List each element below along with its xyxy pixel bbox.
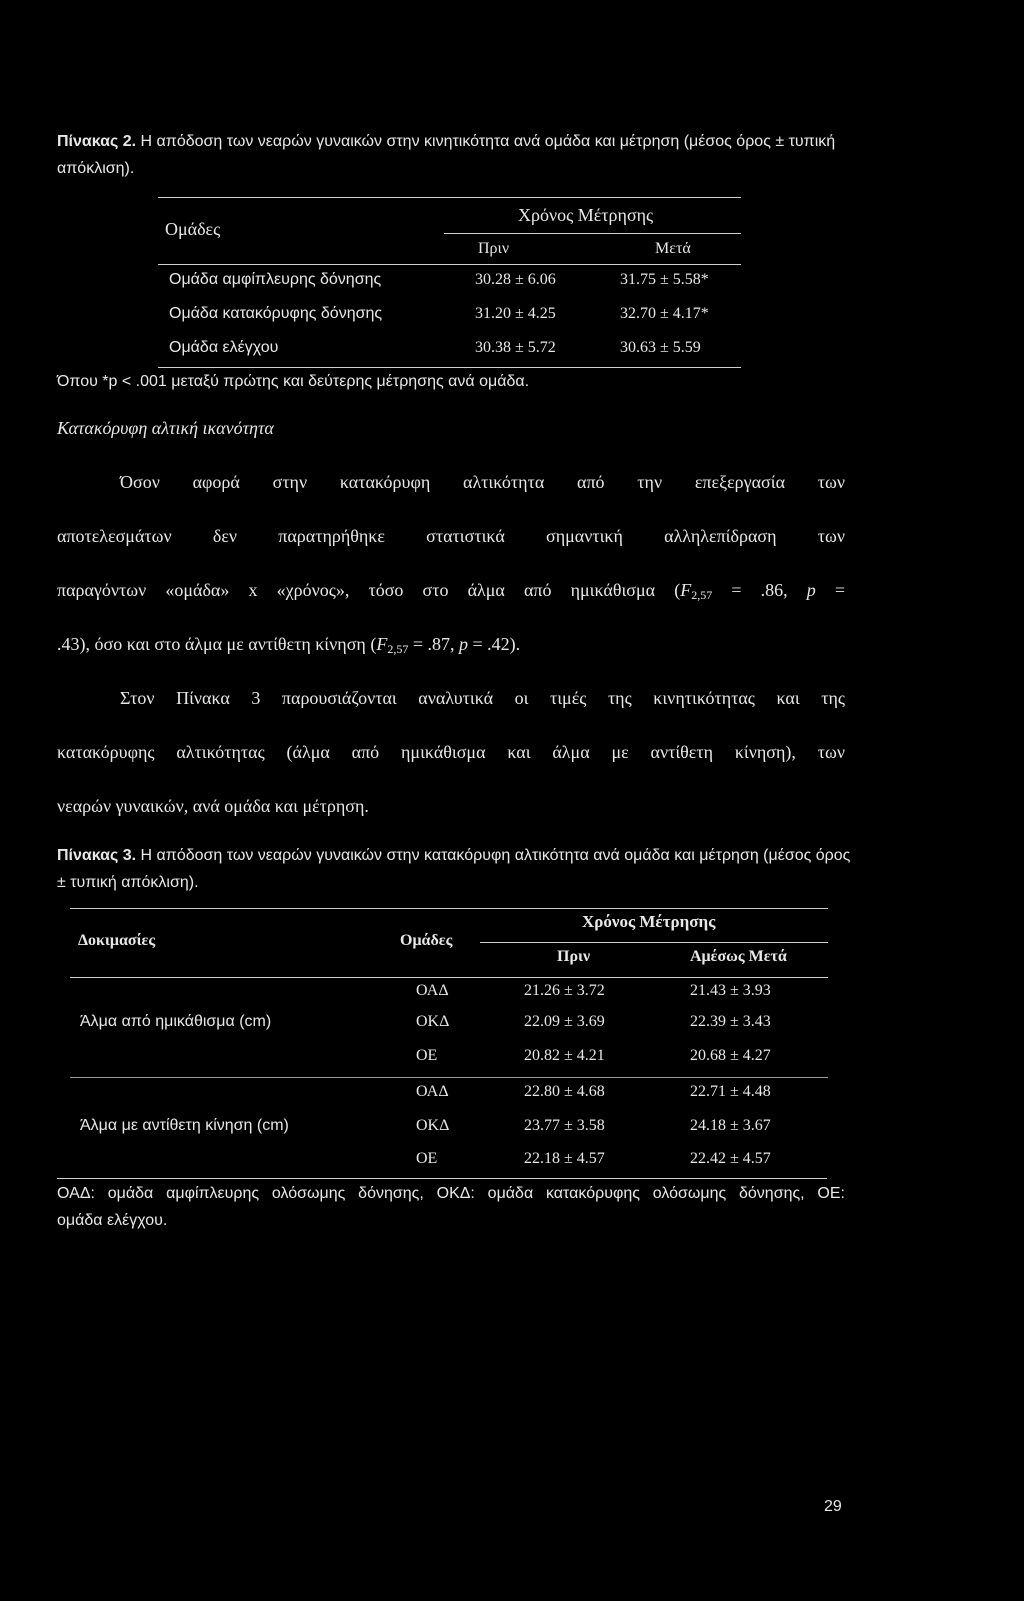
table2-bottom-rule (158, 367, 741, 368)
paragraph2-line1: Στον Πίνακα 3 παρουσιάζονται αναλυτικά οι τιμές της κινητικότητας και της (120, 688, 845, 708)
paragraph1-line4-part-a: .43), όσο και στο άλμα με αντίθετη κίνηση ( (57, 634, 377, 654)
table3-divider-rule (70, 1077, 828, 1078)
paragraph1-line4-part-b: = .87, (408, 634, 459, 654)
table3-time-rule (480, 942, 828, 943)
table3-row-post: 22.42 ± 4.57 (690, 1150, 771, 1167)
table2-header-post: Μετά (655, 240, 691, 257)
table3-header-post: Αμέσως Μετά (690, 948, 787, 965)
table3-row-pre: 23.77 ± 3.58 (524, 1117, 605, 1134)
stat-p-symbol: p (806, 580, 816, 600)
table3-caption (57, 842, 857, 896)
table2-header-groups: Ομάδες (165, 219, 221, 239)
table3-test-name: Άλμα με αντίθετη κίνηση (cm) (80, 1117, 289, 1134)
table3-caption-text: Η απόδοση των νεαρών γυναικών στην κατακόρυφη αλτικότητα ανά ομάδα και μέτρηση (μέσος όρος ± τυπική απόκλιση). (57, 847, 851, 891)
table2-row-group: Ομάδα ελέγχου (169, 339, 279, 356)
table3-header-tests: Δοκιμασίες (78, 932, 156, 949)
table2-caption (57, 128, 852, 182)
table3-caption-label: Πίνακας 3. (57, 847, 137, 864)
paragraph1-line4-part-c: = .42). (467, 634, 521, 654)
table3-footnote-line2: ομάδα ελέγχου. (57, 1212, 168, 1229)
table3-header-rule (70, 977, 828, 978)
table3-top-rule (70, 908, 828, 909)
table2-row-group: Ομάδα αμφίπλευρης δόνησης (169, 271, 382, 288)
table3-row-pre: 22.09 ± 3.69 (524, 1013, 605, 1030)
table2-row-post: 30.63 ± 5.59 (620, 339, 701, 356)
stat-df: 2,57 (387, 642, 409, 656)
paragraph1-line3-part-c: = (815, 580, 845, 600)
table2-top-rule (158, 197, 741, 198)
table3-footnote-line1: ΟΑΔ: ομάδα αμφίπλευρης ολόσωμης δόνησης, ΟΚΔ: ομάδα κατακόρυφης ολόσωμης δόνησης, ΟΕ: (57, 1185, 845, 1202)
paragraph2-line2: κατακόρυφης αλτικότητας (άλμα από ημικάθισμα και άλμα με αντίθετη κίνηση), των (57, 742, 845, 762)
paragraph1-line4 (57, 634, 520, 657)
table2-header-time: Χρόνος Μέτρησης (518, 205, 654, 225)
table2-row-pre: 30.38 ± 5.72 (475, 339, 556, 356)
paragraph1-line3-part-a: παραγόντων «ομάδα» x «χρόνος», τόσο στο άλμα από ημικάθισμα ( (57, 580, 681, 600)
table3-row-pre: 22.80 ± 4.68 (524, 1083, 605, 1100)
table3-row-post: 22.71 ± 4.48 (690, 1083, 771, 1100)
table2-caption-label: Πίνακας 2. (57, 133, 137, 150)
paragraph1-line3-part-b: = .86, (712, 580, 807, 600)
table3-row-group: ΟΕ (416, 1150, 438, 1167)
table2-caption-text: Η απόδοση των νεαρών γυναικών στην κινητικότητα ανά ομάδα και μέτρηση (μέσος όρος ± τυπική απόκλιση). (57, 133, 836, 177)
table2-time-rule (444, 233, 741, 234)
paragraph1-line1: Όσον αφορά στην κατακόρυφη αλτικότητα από την επεξεργασία των (120, 472, 845, 492)
table3-row-pre: 20.82 ± 4.21 (524, 1047, 605, 1064)
table3-row-post: 22.39 ± 3.43 (690, 1013, 771, 1030)
paragraph1-line3 (57, 580, 845, 603)
table3-row-group: ΟΑΔ (416, 982, 449, 999)
table3-row-group: ΟΚΔ (416, 1117, 450, 1134)
table3-header-pre: Πριν (557, 948, 591, 965)
paragraph1-line2: αποτελεσμάτων δεν παρατηρήθηκε στατιστικά σημαντική αλληλεπίδραση των (57, 526, 845, 546)
table3-row-post: 20.68 ± 4.27 (690, 1047, 771, 1064)
table2-header-pre: Πριν (478, 240, 510, 257)
table3-bottom-rule (57, 1178, 827, 1179)
stat-df: 2,57 (691, 588, 713, 602)
page-number: 29 (824, 1498, 842, 1515)
table3-row-group: ΟΕ (416, 1047, 438, 1064)
paragraph2-line3: νεαρών γυναικών, ανά ομάδα και μέτρηση. (57, 796, 369, 816)
table3-row-pre: 22.18 ± 4.57 (524, 1150, 605, 1167)
stat-f-symbol: F (680, 580, 692, 600)
stat-p-symbol: p (458, 634, 468, 654)
table3-header-time: Χρόνος Μέτρησης (582, 912, 716, 931)
stat-f-symbol: F (376, 634, 388, 654)
table2-row-post: 32.70 ± 4.17* (620, 305, 709, 322)
table3-row-post: 24.18 ± 3.67 (690, 1117, 771, 1134)
table2-row-post: 31.75 ± 5.58* (620, 271, 709, 288)
table3-header-groups: Ομάδες (400, 932, 453, 949)
table3-row-post: 21.43 ± 3.93 (690, 982, 771, 999)
section-heading: Κατακόρυφη αλτική ικανότητα (57, 418, 274, 438)
table2-header-rule (158, 264, 741, 265)
table2-row-pre: 31.20 ± 4.25 (475, 305, 556, 322)
table3-row-group: ΟΚΔ (416, 1013, 450, 1030)
table2-row-group: Ομάδα κατακόρυφης δόνησης (169, 305, 383, 322)
table2-footnote: Όπου *p < .001 μεταξύ πρώτης και δεύτερης μέτρησης ανά ομάδα. (57, 373, 530, 390)
table2-row-pre: 30.28 ± 6.06 (475, 271, 556, 288)
table3-row-group: ΟΑΔ (416, 1083, 449, 1100)
table3-row-pre: 21.26 ± 3.72 (524, 982, 605, 999)
table3-test-name: Άλμα από ημικάθισμα (cm) (80, 1013, 272, 1030)
